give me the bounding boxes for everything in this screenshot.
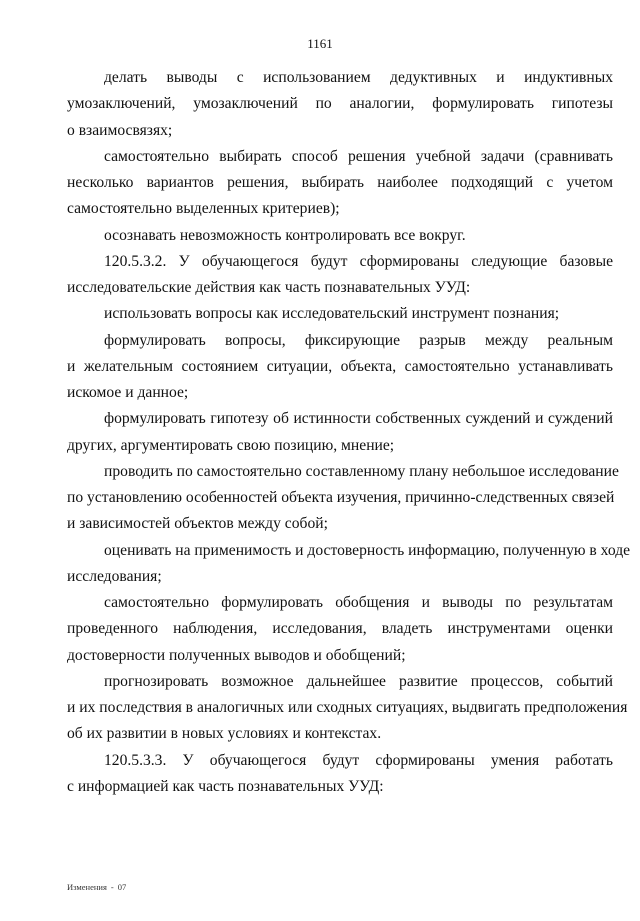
text-line: и их последствия в аналогичных или сходных ситуациях, выдвигать предположения [67,699,628,716]
text-line: искомое и данное; [67,384,189,401]
text-line: 120.5.3.3. У обучающегося будут сформированы умения работать [104,751,613,769]
text-line: формулировать вопросы, фиксирующие разрыв между реальным [104,331,613,349]
text-line: умозаключений, умозаключений по аналогии, формулировать гипотезы [67,95,613,113]
text-line: формулировать гипотезу об истинности собственных суждений и суждений [104,410,613,428]
page-footer [67,882,126,892]
text-line: самостоятельно формулировать обобщения и выводы по результатам [104,594,613,611]
text-line: проведенного наблюдения, исследования, владеть инструментами оценки [67,620,613,638]
page-number: 1161 [307,36,333,51]
text-line: делать выводы с использованием дедуктивных и индуктивных [104,69,613,86]
text-line: несколько вариантов решения, выбирать наиболее подходящий с учетом [67,174,613,191]
text-line: по установлению особенностей объекта изучения, причинно-следственных связей [67,489,615,506]
text-line: достоверности полученных выводов и обобщений; [67,646,406,664]
text-line: с информацией как часть познавательных УУД: [67,777,384,795]
footer-number: 07 [117,882,127,892]
text-line: об их развитии в новых условиях и контекстах. [67,725,382,743]
text-line: проводить по самостоятельно составленному плану небольшое исследование [104,462,619,480]
text-line: других, аргументировать свою позицию, мнение; [67,436,395,454]
text-line: прогнозировать возможное дальнейшее развитие процессов, событий [104,672,613,690]
footer-separator: - [110,882,114,892]
text-line: осознавать невозможность контролировать все вокруг. [104,226,466,244]
text-line: самостоятельно выделенных критериев); [67,200,340,218]
text-line: 120.5.3.2. У обучающегося будут сформированы следующие базовые [104,252,613,270]
text-line: оценивать на применимость и достоверность информацию, полученную в ходе [104,541,631,559]
text-line: исследовательские действия как часть познавательных УУД: [67,279,471,296]
document-body [67,65,640,800]
text-line: о взаимосвязях; [67,121,173,139]
text-line: и зависимостей объектов между собой; [67,515,328,533]
text-line: и желательным состоянием ситуации, объекта, самостоятельно устанавливать [67,357,613,375]
footer-label: Изменения [67,882,107,892]
text-line: использовать вопросы как исследовательский инструмент познания; [104,305,560,323]
text-line: исследования; [67,567,162,585]
text-line: самостоятельно выбирать способ решения учебной задачи (сравнивать [104,147,613,165]
